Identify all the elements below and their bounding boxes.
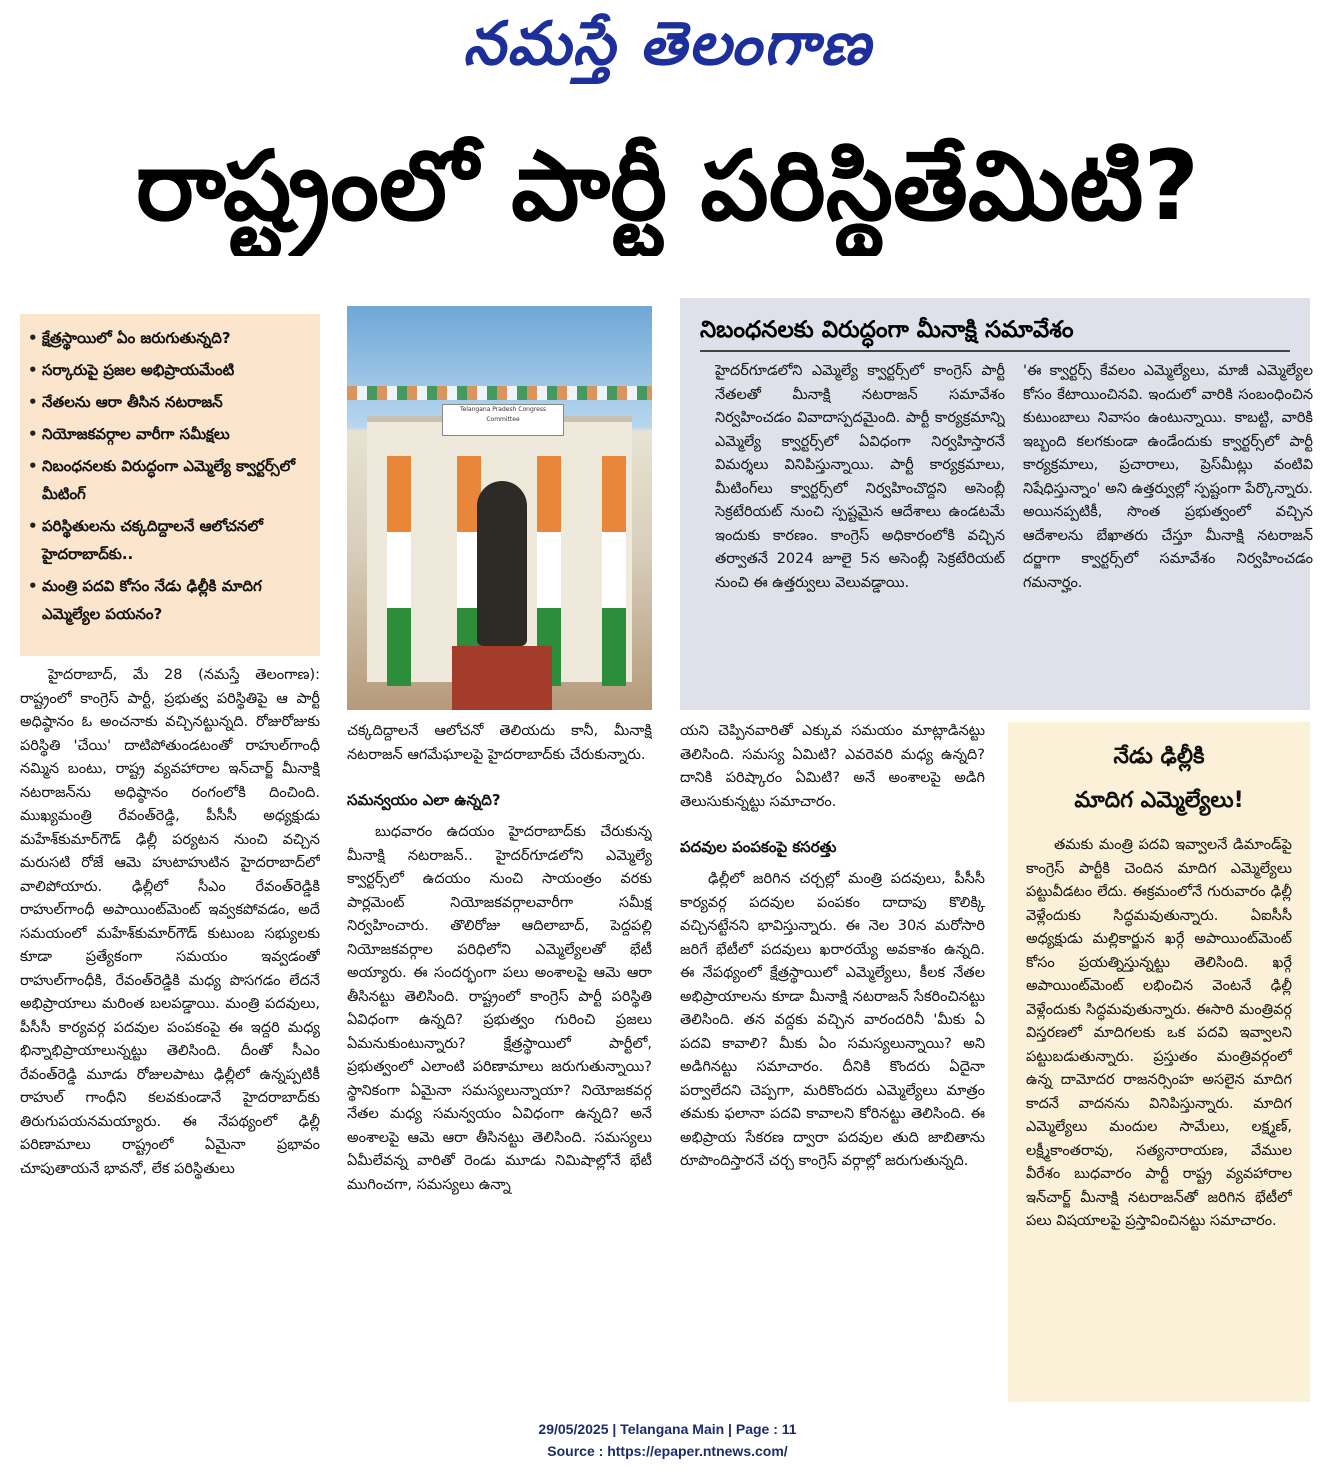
article-paragraph: ఢిల్లీలో జరిగిన చర్చల్లో మంత్రి పదవులు, పీసీసీ కార్యవర్గ పదవుల పంపకం దాదాపు కొలిక్కి వచ్చినట్టేనని భావిస్తున్నారు. ఈ నెల 30న మరోసారి జరిగే భేటీలో పదవులు ఖరారయ్యే అవకాశం ఉన్నది. ఈ నేపథ్యంలో క్షేత్రస్థాయిలో ఎమ్మెల్యేలు, కీలక నేతల అభిప్రాయాలను కూడా మీనాక్షి నటరాజన్ సేకరించినట్టు తెలిసింది. తన వద్దకు వచ్చిన వారందరినీ 'మీకు ఏ పదవి కావాలి? మీకు ఏం సమస్యలున్నాయి? అని అడిగినట్టు సమాచారం. దీనికి కొందరు ఏదైనా పర్వాలేదని చెప్పగా, మరికొందరు ఎమ్మెల్యేలు మాత్రం తమకు ఫలానా పదవి కావాలని కోరినట్టు తెలిసింది. ఈ అభిప్రాయ సేకరణ ద్వారా పదవుల తుది జాబితాను రూపొందిస్తారనే చర్చ కాంగ్రెస్ వర్గాల్లో జరుగుతున్నది. <box>680 871 985 1169</box>
footer-date-page: 29/05/2025 | Telangana Main | Page : 11 <box>538 1421 797 1437</box>
article-paragraph: బుధవారం ఉదయం హైదరాబాద్‌కు చేరుకున్న మీనాక్షి నటరాజన్.. హైదర్‌గూడలోని ఎమ్మెల్యే క్వార్టర్స్‌లో ఉదయం నుంచి సాయంత్రం వరకు పార్లమెంట్ నియోజకవర్గాలవారీగా సమీక్ష నిర్వహించారు. తొలిరోజు ఆదిలాబాద్, పెద్దపల్లి నియోజకవర్గాల పరిధిలోని ఎమ్మెల్యేలతో భేటీ అయ్యారు. ఈ సందర్భంగా పలు అంశాలపై ఆమె ఆరా తీసినట్టు తెలిసింది. రాష్ట్రంలో కాంగ్రెస్ పార్టీ పరిస్థితి ఏవిధంగా ఉన్నది? ప్రభుత్వం గురించి ప్రజలు ఏమనుకుంటున్నారు? క్షేత్రస్థాయిలో పార్టీలో, ప్రభుత్వంలో ఎలాంటి పరిణామాలు జరుగుతున్నాయి? స్థానికంగా ఏమైనా సమస్యలున్నాయా? నియోజకవర్గ నేతల మధ్య సమన్వయం ఏవిధంగా ఉన్నది? అనే అంశాలపై ఆమె ఆరా తీసినట్టు తెలిసింది. సమస్యలు ఏమీలేవన్న వారితో రెండు మూడు నిమిషాల్లోనే భేటీ ముగించగా, సమస్యలు ఉన్నా <box>347 824 652 1193</box>
highlight-item <box>28 572 312 628</box>
bullet-icon: • <box>28 517 38 535</box>
highlight-item <box>28 324 312 352</box>
article-paragraph: యని చెప్పినవారితో ఎక్కువ సమయం మాట్లాడినట్టు తెలిసింది. సమస్య ఏమిటి? ఎవరెవరి మధ్య ఉన్నది? దానికి పరిష్కారం ఏమిటి? అనే అంశాలపై అడిగి తెలుసుకున్నట్టు సమాచారం. <box>680 723 985 810</box>
bullet-icon: • <box>28 425 38 443</box>
article-paragraph: హైదరాబాద్, మే 28 (నమస్తే తెలంగాణ): రాష్ట్రంలో కాంగ్రెస్ పార్టీ, ప్రభుత్వ పరిస్థితిపై ఆ పార్టీ అధిష్ఠానం ఓ అంచనాకు వచ్చినట్టున్నది. రోజురోజుకు పరిస్థితి 'చేయి' దాటిపోతుండటంతో రాహుల్‌గాంధీ నమ్మిన బంటు, రాష్ట్ర వ్యవహారాల ఇన్‌చార్జ్ మీనాక్షి నటరాజన్‌ను అధిష్ఠానం రంగంలోకి దించింది. ముఖ్యమంత్రి రేవంత్‌రెడ్డి, పీసీసీ అధ్యక్షుడు మహేశ్‌కుమార్‌గౌడ్ ఢిల్లీ పర్యటన నుంచి వచ్చిన మరుసటి రోజే ఆమె హుటాహుటిన హైదరాబాద్‌లో వాలిపోయారు. ఢిల్లీలో సీఎం రేవంత్‌రెడ్డికి రాహుల్‌గాంధీ అపాయింట్‌మెంట్ ఇవ్వకపోవడం, అదే సమయంలో మహేశ్‌కుమార్‌గౌడ్ కుటుంబ సభ్యులకు కూడా ప్రత్యేకంగా సమయం ఇవ్వడంతో రాహుల్‌గాంధీకి, రేవంత్‌రెడ్డికి మధ్య పొసగడం లేదనే అభిప్రాయాలు మరింత బలపడ్డాయి. మంత్రి పదవులు, పీసీసీ కార్యవర్గ పదవుల పంపకంపై ఈ ఇద్దరి మధ్య భిన్నాభిప్రాయాలున్నట్టు తెలిసింది. దీంతో సీఎం రేవంత్‌రెడ్డి మూడు రోజులపాటు ఢిల్లీలో ఉన్నప్పటికీ రాహుల్ గాంధీని కలవకుండానే హైదరాబాద్‌కు తిరుగుపయనమయ్యారు. ఈ నేపథ్యంలో ఢిల్లీ పరిణామాలు రాష్ట్రంలో ఏమైనా ప్రభావం చూపుతాయనే భావనో, లేక పరిస్థితులు <box>20 667 320 1177</box>
side-story-heading-line-1: నేడు ఢిల్లీకి <box>1113 744 1205 769</box>
bullet-icon: • <box>28 393 38 411</box>
bullet-icon: • <box>28 329 38 347</box>
photo-pedestal <box>452 646 552 710</box>
photo-pillar <box>602 456 626 686</box>
subheading: సమన్వయం ఎలా ఉన్నది? <box>347 791 501 809</box>
sidebar-story-box <box>680 298 1313 710</box>
photo-signboard: Telangana Pradesh Congress Committee <box>442 404 564 436</box>
highlight-text: క్షేత్రస్థాయిలో ఏం జరుగుతున్నది? <box>42 329 231 347</box>
bullet-icon: • <box>28 457 38 475</box>
highlight-text: పరిస్థితులను చక్కదిద్దాలనే ఆలోచనలో హైదరాబాద్‌కు.. <box>42 517 263 563</box>
news-photo <box>347 306 652 710</box>
main-headline: రాష్ట్రంలో పార్టీ పరిస్థితేమిటి? <box>135 130 1200 242</box>
highlight-text: నేతలను ఆరా తీసిన నటరాజన్ <box>42 393 223 411</box>
article-paragraph: తమకు మంత్రి పదవి ఇవ్వాలనే డిమాండ్‌పై కాంగ్రెస్ పార్టీకి చెందిన మాదిగ ఎమ్మెల్యేలు పట్టువీడటం లేదు. ఈక్రమంలోనే గురువారం ఢిల్లీ వెళ్లేందుకు సిద్ధమవుతున్నారు. ఏఐసీసీ అధ్యక్షుడు మల్లికార్జున ఖర్గే అపాయింట్‌మెంట్ కోసం ప్రయత్నిస్తున్నట్టు తెలిసింది. ఖర్గే అపాయింట్‌మెంట్ లభించిన వెంటనే ఢిల్లీ వెళ్లేందుకు సిద్ధమవుతున్నారు. ఈసారి మంత్రివర్గ విస్తరణలో మాదిగలకు ఒక పదవి ఇవ్వాలని పట్టుబడుతున్నారు. ప్రస్తుతం మంత్రివర్గంలో ఉన్న దామోదర రాజనర్సింహ అసలైన మాదిగ కాదనే వాదనను వినిపిస్తున్నారు. మాదిగ ఎమ్మెల్యేలు మందుల సామేలు, లక్ష్మణ్, లక్ష్మీకాంతరావు, సత్యనారాయణ, వేముల వీరేశం బుధవారం పార్టీ రాష్ట్ర వ్యవహారాల ఇన్‌చార్జ్ మీనాక్షి నటరాజన్‌తో జరిగిన భేటీలో పలు విషయాలపై ప్రస్తావించినట్టు సమాచారం. <box>1026 837 1292 1229</box>
footer-source-link[interactable]: Source : https://epaper.ntnews.com/ <box>547 1443 788 1459</box>
bullet-icon: • <box>28 577 38 595</box>
side-story-heading-line-2: మాదిగ ఎమ్మెల్యేలు! <box>1074 788 1244 813</box>
highlight-item <box>28 512 312 568</box>
masthead-logo: నమస్తే తెలంగాణ <box>462 9 873 79</box>
title-divider <box>700 350 1290 352</box>
highlight-text: నియోజకవర్గాల వారీగా సమీక్షలు <box>42 425 230 443</box>
highlight-item <box>28 452 312 508</box>
side-story-body <box>1026 834 1292 1394</box>
bullet-icon: • <box>28 361 38 379</box>
sidebar-story-title: నిబంధనలకు విరుద్ధంగా మీనాక్షి సమావేశం <box>700 317 1074 343</box>
highlight-item <box>28 388 312 416</box>
highlight-text: సర్కారుపై ప్రజల అభిప్రాయమేంటి <box>42 361 235 379</box>
highlight-text: మంత్రి పదవి కోసం నేడు ఢిల్లీకి మాదిగ ఎమ్మెల్యేల పయనం? <box>42 577 262 623</box>
sidebar-story-column-2: 'ఈ క్వార్టర్స్ కేవలం ఎమ్మెల్యేలు, మాజీ ఎమ్మెల్యేల కోసం కేటాయించినవి. ఇందులో వారికి సంబంధించిన కుటుంబాలు నివాసం ఉంటున్నాయి. కాబట్టి, వారికి ఇబ్బంది కలగకుండా ఉండేందుకు క్వార్టర్స్‌లో పార్టీ కార్యక్రమాలు, ప్రచారాలు, ప్రెస్‌మీట్లు వంటివి నిషేధిస్తున్నాం' అని ఉత్తర్వుల్లో స్పష్టంగా పేర్కొన్నారు. అయినప్పటికీ, సొంత ప్రభుత్వంలో వచ్చిన ఆదేశాలను బేఖాతరు చేస్తూ మీనాక్షి నటరాజన్ దర్జాగా క్వార్టర్స్‌లో సమావేశం నిర్వహించడం గమనార్హం. <box>1023 363 1313 591</box>
article-column-2 <box>347 720 652 1404</box>
page-footer <box>0 1418 1335 1462</box>
photo-pillar <box>387 456 411 686</box>
article-paragraph: చక్కదిద్దాలనే ఆలోచనో తెలియదు కానీ, మీనాక్షి నటరాజన్ ఆగమేఘాలపై హైదరాబాద్‌కు చేరుకున్నారు. <box>347 723 652 763</box>
highlight-text: నిబంధనలకు విరుద్ధంగా ఎమ్మెల్యే క్వార్టర్స్‌లో మీటింగ్ <box>42 457 296 503</box>
highlight-item <box>28 420 312 448</box>
sidebar-story-column-1: హైదర్‌గూడలోని ఎమ్మెల్యే క్వార్టర్స్‌లో కాంగ్రెస్ పార్టీ నేతలతో మీనాక్షి నటరాజన్ సమావేశం నిర్వహించడం వివాదాస్పదమైంది. పార్టీ కార్యక్రమాన్ని ఎమ్మెల్యే క్వార్టర్స్‌లో ఏవిధంగా నిర్వహిస్తారనే విమర్శలు వినిపిస్తున్నాయి. పార్టీ కార్యక్రమాలు, మీటింగ్‌లు క్వార్టర్స్‌లో నిర్వహించొద్దని అసెంబ్లీ సెక్రటేరియట్ నుంచి స్పష్టమైన ఆదేశాలు ఉండటమే ఇందుకు కారణం. కాంగ్రెస్ అధికారంలోకి వచ్చిన తర్వాతనే 2024 జూలై 5న అసెంబ్లీ సెక్రటేరియట్ నుంచి ఈ ఉత్తర్వులు వెలువడ్డాయి. <box>715 363 1005 591</box>
photo-flag-garland <box>347 386 652 400</box>
highlights-box <box>20 314 320 656</box>
article-column-3 <box>680 720 985 1404</box>
article-column-1 <box>20 664 320 1404</box>
photo-statue <box>477 481 527 646</box>
side-story-box <box>1008 722 1310 1402</box>
subheading: పదవుల పంపకంపై కసరత్తు <box>680 838 837 856</box>
highlight-item <box>28 356 312 384</box>
